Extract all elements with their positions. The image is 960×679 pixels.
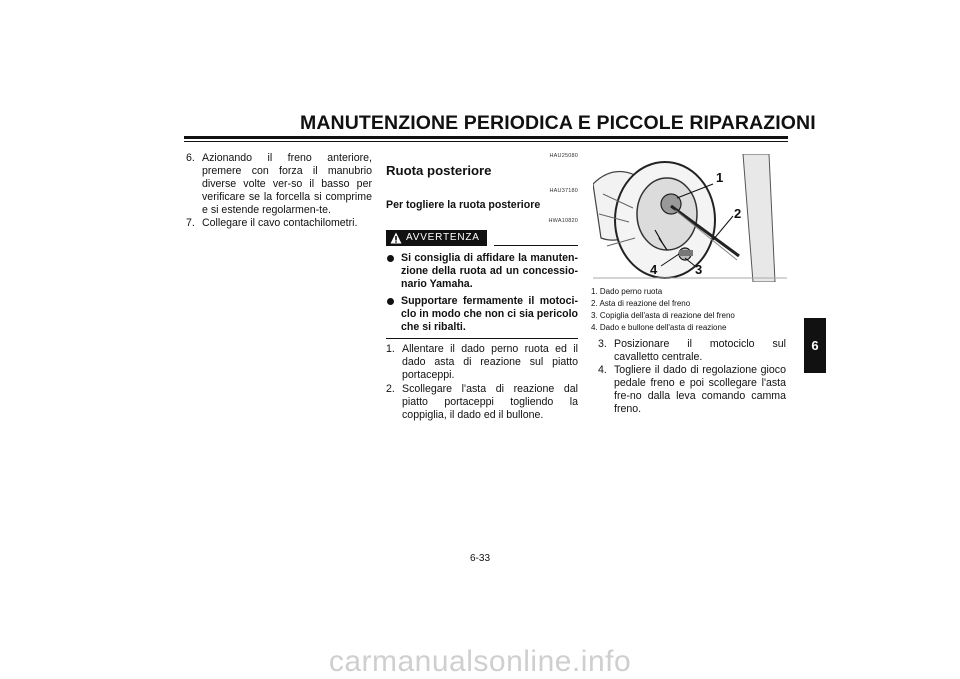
caption-item: 2. Asta di reazione del freno	[591, 299, 691, 308]
callout-3: 3	[695, 262, 703, 277]
caption-item: 4. Dado e bullone dell'asta di reazione	[591, 323, 727, 332]
callout-4: 4	[650, 262, 658, 277]
warning-label: AVVERTENZA	[406, 232, 480, 243]
section-code: HAU25080	[549, 153, 578, 159]
section-title: Ruota posteriore	[386, 163, 492, 178]
warning-header	[386, 230, 578, 248]
bullet-dot-icon	[387, 255, 394, 262]
warning-rule	[494, 245, 578, 246]
warning-triangle-icon	[390, 232, 402, 244]
warning-bottom-rule	[386, 338, 578, 339]
caption-item: 1. Dado perno ruota	[591, 287, 663, 296]
procedure-steps	[386, 343, 578, 422]
left-column	[186, 152, 372, 230]
step-number: 6.	[186, 152, 195, 164]
step-number: 1.	[386, 343, 395, 355]
step-item	[386, 383, 578, 422]
callout-1: 1	[716, 170, 724, 185]
step-number: 2.	[386, 383, 395, 395]
figure-caption	[591, 286, 791, 334]
step-text: Posizionare il motociclo sul cavalletto centrale.	[614, 338, 786, 363]
warning-bullet	[386, 252, 578, 291]
warning-code: HWA10820	[548, 218, 578, 224]
step-text: Collegare il cavo contachilometri.	[202, 217, 358, 229]
rear-wheel-illustration	[593, 154, 787, 282]
bullet-dot-icon	[387, 298, 394, 305]
step-text: Togliere il dado di regolazione gioco pedale freno e poi scollegare l'asta fre-no dalla leva comando camma freno.	[614, 364, 786, 415]
step-number: 7.	[186, 217, 195, 229]
middle-column	[386, 150, 578, 422]
step-item	[598, 364, 786, 416]
page-number: 6-33	[469, 553, 490, 564]
warning-badge	[386, 230, 487, 246]
step-text: Azionando il freno anteriore, premere con forza il manubrio diverse volte ver-so il basso per verificare se la forcella si comprime e si estende regolarmen-te.	[202, 152, 372, 216]
step-item	[598, 338, 786, 364]
rear-wheel-photo	[593, 154, 787, 282]
step-item	[186, 152, 372, 217]
step-text: Scollegare l'asta di reazione dal piatto portaceppi togliendo la coppiglia, il dado ed il bullone.	[402, 383, 578, 421]
step-item	[386, 343, 578, 382]
header-rule-thick	[184, 136, 788, 139]
callout-2: 2	[734, 206, 742, 221]
chapter-tab: 6	[804, 318, 826, 373]
right-column	[598, 338, 786, 416]
step-text: Allentare il dado perno ruota ed il dado asta di reazione sul piatto portaceppi.	[402, 343, 578, 381]
warning-bullet-text: Supportare fermamente il motoci-clo in modo che non ci sia pericolo che si ribalti.	[401, 295, 578, 333]
page-header-title: MANUTENZIONE PERIODICA E PICCOLE RIPARAZIONI	[300, 112, 816, 134]
watermark: carmanualsonline.info	[328, 645, 632, 678]
subsection-code: HAU37180	[549, 188, 578, 194]
step-item	[186, 217, 372, 230]
warning-bullet-text: Si consiglia di affidare la manuten-zione della ruota ad un concessio-nario Yamaha.	[401, 252, 578, 290]
step-number: 4.	[598, 364, 607, 376]
caption-item: 3. Copiglia dell'asta di reazione del freno	[591, 311, 735, 320]
warning-bullet	[386, 295, 578, 334]
subsection-title: Per togliere la ruota posteriore	[386, 199, 541, 211]
header-rule-thin	[184, 141, 788, 142]
step-number: 3.	[598, 338, 607, 350]
